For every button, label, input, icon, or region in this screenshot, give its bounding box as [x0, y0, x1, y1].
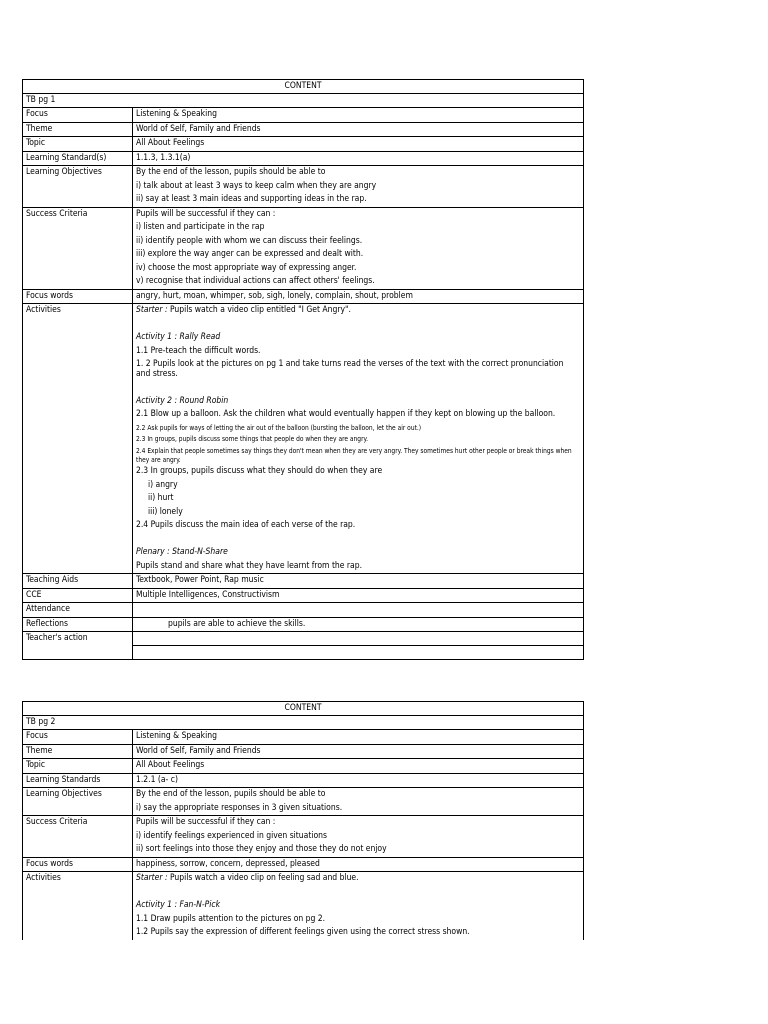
- activity-step: 2.3 In groups, pupils discuss what they should do when they are: [136, 466, 383, 476]
- learning-standards-row: [23, 774, 583, 789]
- starter-label: Starter :: [136, 873, 168, 883]
- spacer: [136, 381, 579, 395]
- row-label: Focus words: [23, 858, 133, 872]
- activities-value: [133, 872, 583, 940]
- activity-step: 1.1 Draw pupils attention to the pictures on pg 2.: [136, 913, 326, 924]
- learning-standard-row: [23, 152, 583, 167]
- row-label: Activities: [23, 304, 133, 573]
- theme-value: World of Self, Family and Friends: [136, 745, 261, 756]
- activity-step: 2.4 Pupils discuss the main idea of each verse of the rap.: [136, 520, 356, 530]
- focus-value: Listening & Speaking: [136, 731, 217, 741]
- objective-line: ii) say at least 3 main ideas and supporting ideas in the rap.: [136, 194, 367, 204]
- teachers-action-value: [133, 632, 583, 659]
- plenary-title: Plenary : Stand-N-Share: [136, 547, 228, 557]
- textbook-page-ref: TB pg 1: [23, 94, 583, 108]
- activity-step: 2.4 Explain that people sometimes say things they don't mean when they are very angry. They sometimes hurt other people or break things when they are angry.: [136, 447, 572, 464]
- focus-words-row: [23, 858, 583, 873]
- focus-words-value: happiness, sorrow, concern, depressed, pleased: [136, 858, 320, 869]
- reflection-text: pupils are able to achieve the skills.: [168, 618, 306, 629]
- row-label: Learning Objectives: [23, 788, 133, 815]
- row-label: Theme: [23, 745, 133, 759]
- attendance-row: [23, 603, 583, 618]
- cce-row: [23, 589, 583, 604]
- spacer: [136, 318, 579, 332]
- table-header: CONTENT: [23, 80, 583, 94]
- criteria-line: i) identify feelings experienced in given situations: [136, 830, 327, 841]
- row-label: Theme: [23, 123, 133, 137]
- criteria-line: Pupils will be successful if they can :: [136, 208, 276, 219]
- success-criteria-value: [133, 208, 583, 289]
- activity-step: 2.2 Ask pupils for ways of letting the air out of the balloon (bursting the balloon, let the air out.): [136, 424, 422, 432]
- reflections-row: [23, 618, 583, 633]
- activity-1-title: Activity 1 : Fan-N-Pick: [136, 900, 220, 910]
- lesson-plan-table-2: [22, 701, 584, 940]
- activity-step: 1.1 Pre-teach the difficult words.: [136, 345, 261, 356]
- spacer: [136, 533, 579, 547]
- theme-row: [23, 745, 583, 760]
- textbook-page-ref: TB pg 2: [23, 716, 583, 730]
- cce-value: Multiple Intelligences, Constructivism: [136, 589, 280, 600]
- row-label: Focus: [23, 108, 133, 122]
- row-label: Attendance: [23, 603, 133, 617]
- row-label: CCE: [23, 589, 133, 603]
- starter-line: [136, 872, 579, 886]
- learning-standard-value: 1.1.3, 1.3.1(a): [136, 152, 191, 163]
- success-criteria-value: [133, 816, 583, 857]
- theme-value: World of Self, Family and Friends: [136, 123, 261, 134]
- row-label: Focus: [23, 730, 133, 744]
- criteria-line: iii) explore the way anger can be expressed and dealt with.: [136, 249, 364, 259]
- activity-step: 1. 2 Pupils look at the pictures on pg 1 and take turns read the verses of the text with the correct pronunciation and stress.: [136, 359, 564, 379]
- activities-row: [23, 304, 583, 574]
- objective-line: By the end of the lesson, pupils should be able to: [136, 167, 326, 177]
- criteria-line: ii) identify people with whom we can discuss their feelings.: [136, 235, 363, 246]
- row-label: Learning Objectives: [23, 166, 133, 207]
- activity-2-title: Activity 2 : Round Robin: [136, 395, 229, 406]
- teaching-aids-row: [23, 574, 583, 589]
- learning-objectives-value: [133, 166, 583, 207]
- starter-text: Pupils watch a video clip entitled "I Get Angry".: [167, 305, 351, 315]
- topic-row: [23, 759, 583, 774]
- starter-label: Starter :: [136, 305, 168, 315]
- row-label: Activities: [23, 872, 133, 940]
- theme-row: [23, 123, 583, 138]
- teaching-aids-value: Textbook, Power Point, Rap music: [136, 575, 264, 585]
- row-label: Topic: [23, 759, 133, 773]
- activity-step: 2.1 Blow up a balloon. Ask the children what would eventually happen if they kept on blowing up the balloon.: [136, 409, 556, 419]
- reflections-value: [133, 618, 583, 632]
- plenary-text: Pupils stand and share what they have learnt from the rap.: [136, 560, 363, 571]
- row-label: Teacher's action: [23, 632, 133, 659]
- activity-step: 2.3 In groups, pupils discuss some things that people do when they are angry.: [136, 435, 368, 443]
- focus-row: [23, 108, 583, 123]
- starter-line: [136, 304, 579, 318]
- empty-cell: [133, 645, 583, 659]
- focus-words-value: angry, hurt, moan, whimper, sob, sigh, lonely, complain, shout, problem: [136, 290, 413, 301]
- topic-value: All About Feelings: [136, 138, 205, 148]
- activities-row: [23, 872, 583, 940]
- activities-value: [133, 304, 583, 573]
- table-header: CONTENT: [23, 702, 583, 716]
- objective-line: By the end of the lesson, pupils should be able to: [136, 789, 326, 799]
- row-label: Learning Standard(s): [23, 152, 133, 166]
- focus-words-row: [23, 290, 583, 305]
- learning-objectives-row: [23, 166, 583, 208]
- criteria-line: iv) choose the most appropriate way of expressing anger.: [136, 262, 357, 273]
- focus-value: Listening & Speaking: [136, 109, 217, 119]
- learning-objectives-value: [133, 788, 583, 815]
- objective-line: i) talk about at least 3 ways to keep calm when they are angry: [136, 180, 377, 191]
- focus-row: [23, 730, 583, 745]
- learning-standards-value: 1.2.1 (a- c): [136, 774, 178, 785]
- teachers-action-row: [23, 632, 583, 659]
- criteria-line: Pupils will be successful if they can :: [136, 817, 276, 827]
- list-item: ii) hurt: [148, 493, 174, 503]
- activity-1-title: Activity 1 : Rally Read: [136, 332, 221, 342]
- learning-objectives-row: [23, 788, 583, 816]
- spacer: [136, 886, 579, 900]
- row-label: Learning Standards: [23, 774, 133, 788]
- row-label: Success Criteria: [23, 208, 133, 289]
- list-item: iii) lonely: [148, 506, 183, 517]
- row-label: Teaching Aids: [23, 574, 133, 588]
- empty-cell: [133, 632, 583, 645]
- success-criteria-row: [23, 816, 583, 858]
- criteria-line: v) recognise that individual actions can affect others' feelings.: [136, 276, 375, 286]
- row-label: Topic: [23, 137, 133, 151]
- criteria-line: i) listen and participate in the rap: [136, 222, 265, 232]
- row-label: Focus words: [23, 290, 133, 304]
- lesson-plan-table-1: [22, 79, 584, 660]
- topic-value: All About Feelings: [136, 760, 205, 770]
- row-label: Reflections: [23, 618, 133, 632]
- attendance-value: [133, 603, 583, 617]
- starter-text: Pupils watch a video clip on feeling sad and blue.: [167, 873, 359, 883]
- list-item: i) angry: [148, 479, 178, 490]
- row-label: Success Criteria: [23, 816, 133, 857]
- topic-row: [23, 137, 583, 152]
- success-criteria-row: [23, 208, 583, 290]
- criteria-line: ii) sort feelings into those they enjoy and those they do not enjoy: [136, 844, 387, 854]
- activity-step: 1.2 Pupils say the expression of different feelings given using the correct stress shown.: [136, 927, 470, 937]
- objective-line: i) say the appropriate responses in 3 given situations.: [136, 802, 343, 813]
